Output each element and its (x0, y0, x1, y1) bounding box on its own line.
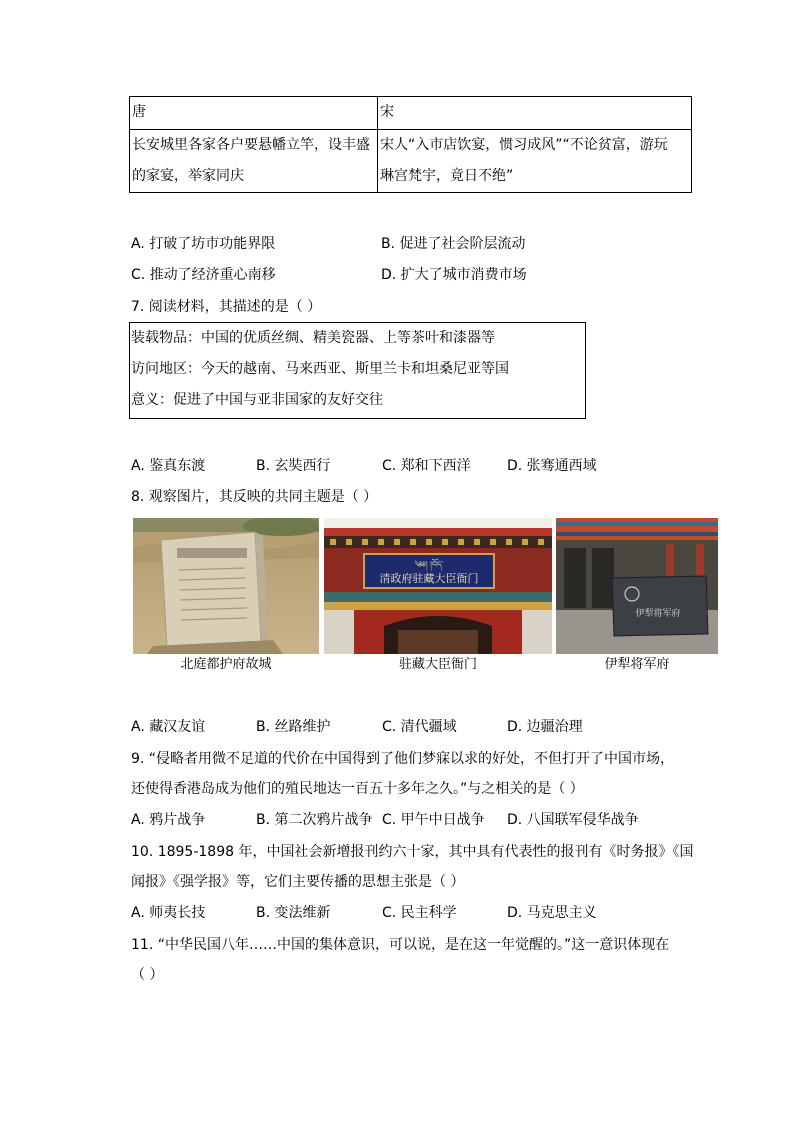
svg-text:༄༅། །བོད་: ༄༅། །བོད་ (414, 560, 444, 569)
table-cell-tang: 长安城里各家各户要悬幡立竿，设丰盛 的家宴，举家同庆 (130, 130, 378, 193)
q10-stem-line2: 闻报》《强学报》等，它们主要传播的思想主张是（ ） (131, 874, 465, 890)
q8-option-c[interactable]: C. 清代疆域 (382, 719, 457, 735)
q7-option-d[interactable]: D. 张骞通西域 (507, 458, 597, 474)
q7-option-c[interactable]: C. 郑和下西洋 (382, 458, 471, 474)
q9-option-b[interactable]: B. 第二次鸦片战争 (256, 812, 373, 828)
q11-stem-line2: （ ） (131, 967, 164, 983)
q7-material-box (129, 322, 586, 419)
q10-stem-line1: 10. 1895-1898 年，中国社会新增报刊约六十家，其中具有代表性的报刊有《时务报》《国 (131, 844, 694, 860)
photo-caption-2: 驻藏大臣衙门 (398, 657, 477, 672)
table-header-tang: 唐 (130, 97, 378, 130)
q8-option-a[interactable]: A. 藏汉友谊 (131, 719, 206, 735)
q9-option-c[interactable]: C. 甲午中日战争 (382, 812, 485, 828)
q9-option-a[interactable]: A. 鸦片战争 (131, 812, 206, 828)
comparison-table (129, 96, 692, 193)
q9-option-d[interactable]: D. 八国联军侵华战争 (507, 812, 639, 828)
table-header-song: 宋 (378, 97, 692, 130)
q11-stem-line1: 11. “中华民国八年……中国的集体意识，可以说，是在这一年觉醒的。”这一意识体现在 (131, 937, 670, 953)
gate-plaque-text: 清政府驻藏大臣衙门 (379, 572, 479, 585)
photo-caption-1: 北庭都护府故城 (180, 657, 272, 672)
photo-beiting-ruins (133, 518, 319, 654)
table-cell-song: 宋人“入市店饮宴，惯习成风”“不论贫富，游玩 琳宫梵宇，竟日不绝” (378, 130, 692, 193)
q7-option-b[interactable]: B. 玄奘西行 (256, 458, 331, 474)
q7-material-line: 访问地区：今天的越南、马来西亚、斯里兰卡和坦桑尼亚等国 (131, 361, 509, 377)
q10-option-b[interactable]: B. 变法维新 (256, 905, 331, 921)
q7-stem: 7. 阅读材料，其描述的是（ ） (131, 299, 322, 315)
q7-material-line: 装载物品：中国的优质丝绸、精美瓷器、上等茶叶和漆器等 (131, 330, 495, 346)
photo-zhuzang-gate (324, 518, 552, 654)
q10-option-c[interactable]: C. 民主科学 (382, 905, 457, 921)
q10-option-a[interactable]: A. 师夷长技 (131, 905, 206, 921)
photo-caption-3: 伊犁将军府 (604, 657, 670, 672)
q9-stem-line1: 9. “侵略者用微不足道的代价在中国得到了他们梦寐以求的好处，不但打开了中国市场， (131, 751, 675, 767)
photo-yili-residence (556, 518, 718, 654)
q7-option-a[interactable]: A. 鉴真东渡 (131, 458, 206, 474)
q8-option-d[interactable]: D. 边疆治理 (507, 719, 583, 735)
q9-stem-line2: 还使得香港岛成为他们的殖民地达一百五十多年之久。”与之相关的是（ ） (131, 781, 584, 797)
q6-option-c[interactable]: C. 推动了经济重心南移 (131, 267, 276, 283)
q6-option-d[interactable]: D. 扩大了城市消费市场 (381, 267, 527, 283)
q8-stem: 8. 观察图片，其反映的共同主题是（ ） (131, 489, 378, 505)
q6-option-b[interactable]: B. 促进了社会阶层流动 (381, 236, 526, 252)
q7-material-line: 意义：促进了中国与亚非国家的友好交往 (131, 392, 383, 408)
q10-option-d[interactable]: D. 马克思主义 (507, 905, 597, 921)
q8-option-b[interactable]: B. 丝路维护 (256, 719, 331, 735)
q6-option-a[interactable]: A. 打破了坊市功能界限 (131, 236, 276, 252)
stone-sign-text: 伊犁将军府 (635, 609, 681, 619)
